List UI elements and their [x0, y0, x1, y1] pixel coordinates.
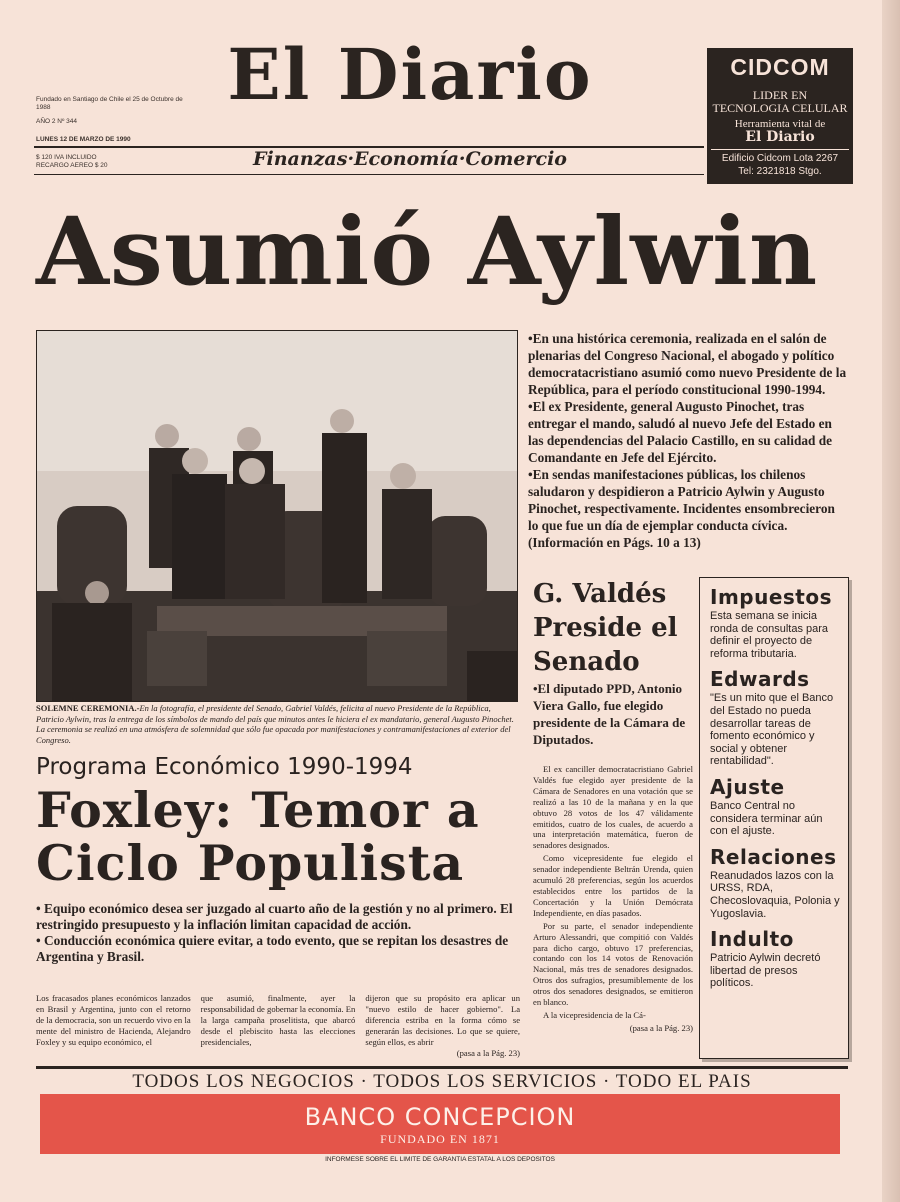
- masthead-info: [36, 96, 196, 170]
- brief-text: Banco Central no considera terminar aún con el ajuste.: [710, 799, 823, 838]
- article-column-text: dijeron que su propósito era aplicar un "nuevo estilo de hacer gobierno". La diferencia estriba en la forma cómo se generarán las decisiones. Lo que se quiere, según ellos, es abrir: [365, 993, 521, 1047]
- ad-address: [711, 149, 849, 178]
- article-paragraph: Como vicepresidente fue elegido el senador independiente Beltrán Urenda, quien acumuló 28 preferencias, según los acuerdos establecidos entre los partidos de la Concertación y la Unión Demócrata Independiente, en días pasados.: [533, 853, 693, 918]
- price: $ 120 IVA INCLUIDO: [36, 154, 97, 161]
- brief-item: [700, 926, 848, 990]
- photo-illustration: [37, 331, 517, 701]
- foxley-bullet: • Equipo económico desea ser juzgado al cuarto año de la gestión y no al primero. El restringido presupuesto y la inflación limitan capacidad de acción.: [36, 901, 513, 932]
- article-paragraph: El ex canciller democratacristiano Gabriel Valdés fue elegido ayer presidente de la Cámara de Senadores en una votación que se realizó a las 10 de la mañana y en la que obtuvo 28 votos de los 47 válidamente emitidos, cuatro de los cuales, de acuerdo a una interpretación matemática, fueron de senadores designados.: [533, 764, 693, 851]
- foxley-headline: Foxley: Temor a Ciclo Populista: [36, 781, 480, 892]
- deposit-guarantee-note: INFORMESE SOBRE EL LIMITE DE GARANTIA ESTATAL A LOS DEPOSITOS: [325, 1156, 555, 1163]
- bank-ad: [40, 1094, 840, 1154]
- brief-heading: Impuestos: [710, 585, 833, 609]
- brief-text: Esta semana se inicia ronda de consultas para definir el proyecto de reforma tributaria.: [710, 610, 829, 660]
- photo-caption: [36, 703, 520, 745]
- page-edge: [882, 0, 900, 1202]
- bank-name: BANCO CONCEPCION: [304, 1103, 576, 1131]
- caption-text: En la fotografía, el presidente del Senado, Gabriel Valdés, felicita al nuevo Presidente de la República, Patricio Aylwin, tras la entrega de los símbolos de mando del país que minutos antes le hiciera el ex mandatario, general Augusto Pinochet. La ceremonia se realizó en una atmósfera de solemnidad que sólo fue opacada por manifestaciones y contramanifestaciones al exterior del Congreso.: [36, 703, 514, 745]
- foxley-bullet: • Conducción económica quiere evitar, a todo evento, que se repitan los desastres de Argentina y Brasil.: [36, 933, 509, 964]
- issue-number: AÑO 2 Nº 344: [36, 118, 78, 125]
- foxley-bullets: [36, 901, 521, 965]
- valdes-headline: G. Valdés Preside el Senado: [533, 579, 678, 677]
- ad-line-3: Herramienta vital de: [734, 118, 826, 130]
- article-column-3: [365, 993, 520, 1058]
- founded-note: Fundado en Santiago de Chile el 25 de Octubre de 1988: [36, 96, 183, 111]
- article-paragraph: Por su parte, el senador independiente Arturo Alessandri, que compitió con Valdés para dicho cargo, obtuvo 17 preferencias, contando con los 14 votos de Renovación Nacional, más tres de senadores designados. Otros dos sufragios, presumiblemente de los otros dos senadores designados, se emitieron en blanco.: [533, 920, 693, 1008]
- article-column: que asumió, finalmente, ayer la responsabilidad de gobernar la economía. En la larga campaña proselitista, que abarcó desde el plebiscito hasta las elecciones presidenciales,: [200, 993, 356, 1047]
- brief-item: [700, 844, 848, 920]
- ad-paper-name: El Diario: [745, 129, 815, 145]
- ad-line-1: LIDER EN: [752, 88, 808, 102]
- footer-tagline: TODOS LOS NEGOCIOS · TODOS LOS SERVICIOS · TODO EL PAIS: [132, 1071, 752, 1092]
- brief-item: [700, 584, 848, 660]
- lead-bullets: [528, 330, 848, 551]
- brief-text: "Es un mito que el Banco del Estado no pueda desarrollar tareas de fomento económico y social y obtener rentabilidad".: [710, 692, 834, 768]
- valdes-subhead: •El diputado PPD, Antonio Viera Gallo, fue elegido presidente de la Cámara de Diputados.: [533, 681, 686, 747]
- newspaper-subtitle: Finanzas·Economía·Comercio: [253, 148, 567, 170]
- caption-lead: SOLEMNE CEREMONIA.-: [36, 703, 140, 713]
- ad-brand: CIDCOM: [730, 54, 830, 80]
- brief-heading: Relaciones: [710, 844, 837, 869]
- article-paragraph: A la vicepresidencia de la Cá-: [543, 1009, 646, 1020]
- brief-heading: Ajuste: [710, 774, 785, 799]
- continued-note: (pasa a la Pág. 23): [456, 1047, 521, 1058]
- ad-line-2: TECNOLOGIA CELULAR: [712, 101, 848, 115]
- brief-text: Reanudados lazos con la URSS, RDA, Checoslovaquia, Polonia y Yugoslavia.: [710, 869, 840, 920]
- continued-note: (pasa a la Pág. 23): [629, 1022, 693, 1033]
- brief-item: [700, 666, 848, 768]
- bank-founded: FUNDADO EN 1871: [380, 1132, 500, 1146]
- ad-phone: Tel: 2321818 Stgo.: [738, 166, 822, 177]
- issue-date: LUNES 12 DE MARZO DE 1990: [36, 136, 131, 143]
- ad-address-line: Edificio Cidcom Lota 2267: [721, 153, 839, 164]
- surcharge: RECARGO AEREO $ 20: [36, 162, 108, 169]
- cidcom-ad: [707, 48, 853, 184]
- newspaper-title: El Diario: [227, 33, 593, 116]
- lead-bullet: •En una histórica ceremonia, realizada en el salón de plenarias del Congreso Nacional, el abogado y político democratacristiano asumió como nuevo Presidente de la República, para el período constitucional 1990-1994.: [528, 331, 847, 397]
- news-briefs-sidebar: [699, 577, 849, 1059]
- masthead-rule-bottom: [34, 174, 704, 175]
- brief-heading: Indulto: [710, 927, 794, 952]
- brief-text: Patricio Aylwin decretó libertad de presos políticos.: [710, 952, 821, 990]
- lead-bullet: •En sendas manifestaciones públicas, los chilenos saludaron y despidieron a Patricio Aylwin y Augusto Pinochet, respectivamente. Incidentes ensombrecieron lo que fue un día de ejemplar conducta cívica. (Información en Págs. 10 a 13): [528, 467, 835, 550]
- brief-heading: Edwards: [710, 667, 810, 692]
- foxley-kicker: Programa Económico 1990-1994: [36, 754, 413, 780]
- footer-rule: [36, 1066, 848, 1069]
- valdes-article: [533, 764, 693, 1036]
- ceremony-photo: [36, 330, 518, 702]
- article-column: Los fracasados planes económicos lanzados en Brasil y Argentina, junto con el retorno de la democracia, son un recuerdo vivo en la mente del ministro de Hacienda, Alejandro Foxley y su equipo económico, el: [36, 993, 191, 1047]
- main-headline: Asumió Aylwin: [36, 197, 819, 307]
- lead-bullet: •El ex Presidente, general Augusto Pinochet, tras entregar el mando, saludó al nuevo Jefe del Estado en las dependencias del Palacio Castillo, en su calidad de Comandante en Jefe del Ejército.: [528, 399, 833, 465]
- brief-item: [700, 774, 848, 838]
- foxley-article: [36, 993, 520, 1058]
